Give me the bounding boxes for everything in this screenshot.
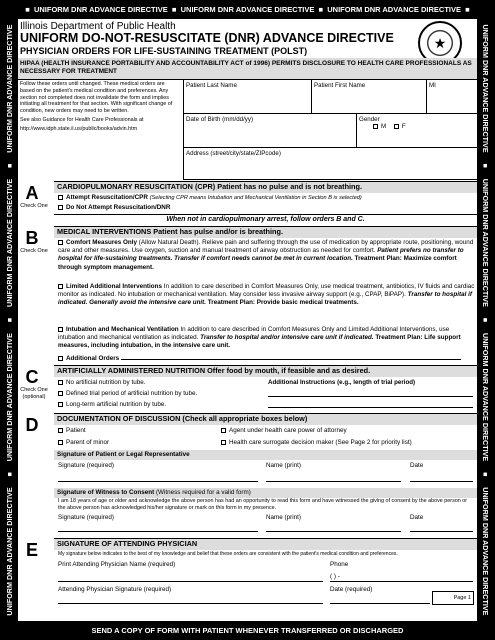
field-label: Date of Birth (mm/dd/yy) — [186, 116, 254, 123]
page-number: Page 1 — [432, 591, 474, 605]
border-text: UNIFORM DNR ADVANCE DIRECTIVE — [327, 5, 462, 14]
border-square-icon: ■ — [4, 472, 14, 477]
additional-orders-checkbox[interactable] — [58, 356, 63, 361]
section-b-letter: B — [25, 228, 39, 248]
physician-name-line[interactable] — [58, 581, 323, 582]
label-text: Date — [410, 514, 424, 521]
border-text: UNIFORM DNR ADVANCE DIRECTIVE — [33, 5, 168, 14]
discussion-surrogate-option — [221, 439, 475, 447]
gender-f-checkbox[interactable] — [394, 124, 399, 129]
limited-interventions-option — [58, 283, 475, 308]
additional-instructions-line-1[interactable] — [268, 396, 473, 397]
full-interventions-option — [58, 326, 475, 351]
border-text: UNIFORM DNR ADVANCE DIRECTIVE — [180, 5, 315, 14]
discussion-parent-checkbox[interactable] — [58, 440, 63, 445]
border-square-icon: ■ — [4, 163, 14, 168]
cpr-note: (Selecting CPR means Intubation and Mechanical Ventilation in Section B is selected) — [149, 195, 362, 201]
bottom-border-banner — [0, 621, 495, 640]
comfort-transfer: Transfer if comfort needs cannot be met in current location. — [174, 255, 353, 263]
physician-attestation: My signature below indicates to the best of my knowledge and belief that these orders are consistent with the patient's medical condition and preferences. — [58, 551, 398, 557]
section-e-heading: SIGNATURE OF ATTENDING PHYSICIAN — [54, 539, 477, 550]
dob-field[interactable] — [184, 114, 357, 148]
bottom-instruction: SEND A COPY OF FORM WITH PATIENT WHENEVER TRANSFERRED OR DISCHARGED — [91, 626, 404, 635]
patient-last-name-field[interactable] — [184, 80, 312, 114]
comfort-title: Comfort Measures Only — [66, 239, 138, 246]
limited-title: Limited Additional Interventions — [66, 283, 162, 290]
border-text: UNIFORM DNR ADVANCE DIRECTIVE — [4, 178, 14, 307]
gender-field — [357, 114, 478, 148]
department-name: Illinois Department of Public Health — [20, 21, 176, 32]
section-b-note: Check One — [20, 248, 48, 254]
physician-name-label — [58, 561, 258, 569]
border-text: UNIFORM DNR ADVANCE DIRECTIVE — [481, 333, 491, 462]
border-text: UNIFORM DNR ADVANCE DIRECTIVE — [481, 487, 491, 616]
no-nutrition-label: No artificial nutrition by tube. — [66, 379, 146, 386]
additional-orders-label: Additional Orders — [66, 355, 120, 362]
longterm-nutrition-checkbox[interactable] — [58, 402, 63, 407]
border-text: UNIFORM DNR ADVANCE DIRECTIVE — [4, 487, 14, 616]
gender-m-checkbox[interactable] — [373, 124, 378, 129]
intubation-plan: Treatment Plan: Life support measures, including intubation, in the intensive care unit. — [58, 334, 461, 350]
discussion-parent-label: Parent of minor — [66, 439, 110, 446]
field-label: Gender — [359, 116, 380, 123]
physician-date-label — [330, 586, 430, 594]
label-text: Name (print) — [266, 514, 301, 521]
witness-date-label — [410, 514, 470, 522]
patient-info-grid — [183, 80, 477, 180]
witness-name-line[interactable] — [266, 531, 401, 532]
comfort-plan: Treatment Plan: Maximize comfort through symptom management. — [58, 255, 457, 271]
dnr-option — [58, 204, 475, 212]
section-c-note: Check One (optional) — [20, 387, 48, 400]
witness-name-label — [266, 514, 366, 522]
phone-input[interactable] — [330, 573, 470, 581]
limited-checkbox[interactable] — [58, 284, 63, 289]
section-a-letter: A — [25, 183, 39, 203]
patient-mi-field[interactable] — [427, 80, 478, 114]
border-square-icon: ■ — [481, 163, 491, 168]
phone-format: ( ) - — [330, 573, 340, 580]
comfort-text: (Allow Natural Death). Relieve pain and suffering through the use of medication by appropriate route, positioning, wound care and other measures. Use oxygen, suction and manual treatment of airway obstruction as needed for comfort. — [58, 239, 474, 255]
phone-line[interactable] — [330, 581, 473, 582]
limited-plan: Treatment Plan: Provide basic medical treatments. — [207, 299, 359, 307]
witness-signature-line[interactable] — [58, 531, 258, 532]
patient-signature-label — [58, 462, 258, 470]
gender-m-label: M — [381, 123, 387, 131]
longterm-nutrition-label: Long-term artificial nutrition by tube. — [66, 401, 167, 408]
right-border-banner — [477, 19, 495, 621]
patient-date-label — [410, 462, 470, 470]
section-a-note: Check One — [20, 203, 48, 209]
border-square-icon: ■ — [4, 317, 14, 323]
border-square-icon: ■ — [481, 317, 491, 323]
comfort-checkbox[interactable] — [58, 240, 63, 245]
divider — [54, 214, 477, 215]
label-text: Signature (required) — [58, 462, 115, 469]
phone-label — [330, 561, 470, 569]
witness-heading — [54, 488, 477, 498]
patient-name-line[interactable] — [266, 481, 401, 482]
witness-note: (Witness required for a valid form) — [155, 489, 251, 496]
cpr-checkbox[interactable] — [58, 195, 63, 200]
border-square-icon: ■ — [314, 5, 328, 14]
discussion-agent-checkbox[interactable] — [221, 428, 226, 433]
label-text: Signature (required) — [58, 514, 115, 521]
patient-date-line[interactable] — [410, 481, 473, 482]
intubation-text: In addition to care described in Comfort Measures Only and Limited Additional Interventions, use intubation and mechanical ventilation as indicated. — [58, 326, 450, 342]
left-border-banner — [0, 19, 18, 621]
discussion-surrogate-label: Health care surrogate decision maker (See Page 2 for priority list) — [229, 439, 412, 446]
discussion-parent-option — [58, 439, 208, 447]
comfort-preference: Patient prefers no transfer to hospital for life-sustaining treatments. — [58, 247, 464, 263]
additional-orders-line[interactable] — [121, 359, 461, 360]
border-square-icon: ■ — [167, 5, 181, 14]
field-label: Patient First Name — [314, 82, 366, 89]
dnr-label: Do Not Attempt Resuscitation/DNR — [66, 204, 171, 211]
border-text: UNIFORM DNR ADVANCE DIRECTIVE — [4, 24, 14, 153]
instructions-text: Follow these orders until changed. These medical orders are based on the patient's medical condition and preferences. Any section not completed does not invalidate the form and implies initiating all treatment for that section. With significant change of condition, new orders may need to be written. — [20, 81, 173, 114]
dnr-checkbox[interactable] — [58, 205, 63, 210]
cpr-label: Attempt Resuscitation/CPR — [66, 194, 148, 201]
witness-statement: I am 18 years of age or older and acknowledge the above person has had an opportunity to read this form and have witnessed the giving of consent by the above person or the above person has acknowledged his/her signature or mark on this form in my presence. — [58, 498, 468, 511]
physician-signature-label — [58, 586, 258, 594]
form-title: UNIFORM DO-NOT-RESUSCITATE (DNR) ADVANCE DIRECTIVE — [20, 31, 394, 45]
address-field[interactable] — [184, 148, 478, 180]
no-nutrition-option — [58, 379, 248, 387]
section-a-heading: CARDIOPULMONARY RESUSCITATION (CPR) Patient has no pulse and is not breathing. — [54, 182, 477, 193]
border-square-icon: ■ — [481, 472, 491, 477]
top-border-banner — [0, 0, 495, 19]
discussion-agent-label: Agent under health care power of attorney — [229, 427, 347, 434]
witness-signature-label — [58, 514, 258, 522]
limited-text: In addition to care described in Comfort Measures Only, use medical treatment, antibiotics, IV fluids and cardiac monitor as indicated. No intubation or mechanical ventilation. May consider less invasive airway support (e.g., CPAP, BiPAP). — [58, 283, 475, 299]
border-square-icon: ■ — [25, 5, 34, 14]
label-text: Date — [410, 462, 424, 469]
patient-first-name-field[interactable] — [312, 80, 427, 114]
form-content — [18, 19, 477, 621]
state-seal-icon: ★ — [418, 21, 462, 65]
section-d-heading: DOCUMENTATION OF DISCUSSION (Check all appropriate boxes below) — [54, 414, 477, 425]
trial-nutrition-checkbox[interactable] — [58, 391, 63, 396]
discussion-agent-option — [221, 427, 475, 435]
additional-instructions-label: Additional Instructions (e.g., length of trial period) — [268, 379, 416, 386]
no-nutrition-checkbox[interactable] — [58, 380, 63, 385]
discussion-surrogate-checkbox[interactable] — [221, 440, 226, 445]
section-c-heading: ARTIFICIALLY ADMINISTERED NUTRITION Offer food by mouth, if feasible and as desired. — [54, 366, 477, 377]
physician-date-line[interactable] — [330, 603, 430, 604]
instructions-notice — [20, 81, 180, 132]
patient-name-label — [266, 462, 366, 470]
intubation-checkbox[interactable] — [58, 327, 63, 332]
label-text: Phone — [330, 561, 349, 568]
label-text: Print Attending Physician Name (required) — [58, 561, 176, 568]
label-text: Date (required) — [330, 586, 373, 593]
border-text: UNIFORM DNR ADVANCE DIRECTIVE — [481, 178, 491, 307]
longterm-nutrition-option — [58, 401, 248, 409]
patient-signature-line[interactable] — [58, 481, 258, 482]
field-label: Address (street/city/state/ZIPcode) — [186, 150, 281, 157]
comfort-measures-option — [58, 239, 475, 272]
intubation-transfer: Transfer to hospital and/or intensive care unit if indicated. — [200, 334, 374, 342]
border-text: UNIFORM DNR ADVANCE DIRECTIVE — [481, 24, 491, 153]
intubation-title: Intubation and Mechanical Ventilation — [66, 326, 179, 333]
discussion-patient-checkbox[interactable] — [58, 428, 63, 433]
section-e-letter: E — [25, 540, 38, 560]
label-text: Name (print) — [266, 462, 301, 469]
guidance-text: See also Guidance for Health Care Professionals at — [20, 116, 144, 123]
border-square-icon: ■ — [461, 5, 470, 14]
patient-signature-heading: Signature of Patient or Legal Representative — [54, 450, 477, 460]
field-label: MI — [429, 82, 436, 89]
trial-nutrition-label: Defined trial period of artificial nutrition by tube. — [66, 390, 198, 397]
cpr-option — [58, 194, 475, 202]
field-label: Patient Last Name — [186, 82, 237, 89]
guidance-link[interactable]: http://www.idph.state.il.us/public/books/advin.htm — [20, 125, 138, 132]
hipaa-notice: HIPAA (HEALTH INSURANCE PORTABILITY AND ACCOUNTABILITY ACT of 1996) PERMITS DISCLOSURE TO HEALTH CARE PROFESSIONALS AS NECESSARY FOR TREATMENT — [18, 58, 477, 80]
physician-signature-line[interactable] — [58, 603, 323, 604]
additional-instructions-line-2[interactable] — [268, 407, 473, 408]
label-text: Attending Physician Signature (required) — [58, 586, 172, 593]
bridge-instruction: When not in cardiopulmonary arrest, follow orders B and C. — [166, 216, 365, 223]
section-d-letter: D — [25, 415, 39, 435]
gender-f-label: F — [401, 123, 406, 131]
section-c-letter: C — [25, 367, 39, 387]
additional-orders-row — [58, 355, 475, 363]
limited-transfer: Transfer to hospital if indicated. Generally avoid the intensive care unit. — [58, 291, 472, 307]
witness-label: Signature of Witness to Consent — [57, 489, 155, 496]
section-b-heading: MEDICAL INTERVENTIONS Patient has pulse and/or is breathing. — [54, 227, 477, 238]
discussion-patient-label: Patient — [66, 427, 86, 434]
trial-nutrition-option — [58, 390, 248, 398]
witness-date-line[interactable] — [410, 531, 473, 532]
form-subtitle: PHYSICIAN ORDERS FOR LIFE-SUSTAINING TREATMENT (POLST) — [20, 46, 308, 56]
border-text: UNIFORM DNR ADVANCE DIRECTIVE — [4, 333, 14, 462]
discussion-patient-option — [58, 427, 208, 435]
